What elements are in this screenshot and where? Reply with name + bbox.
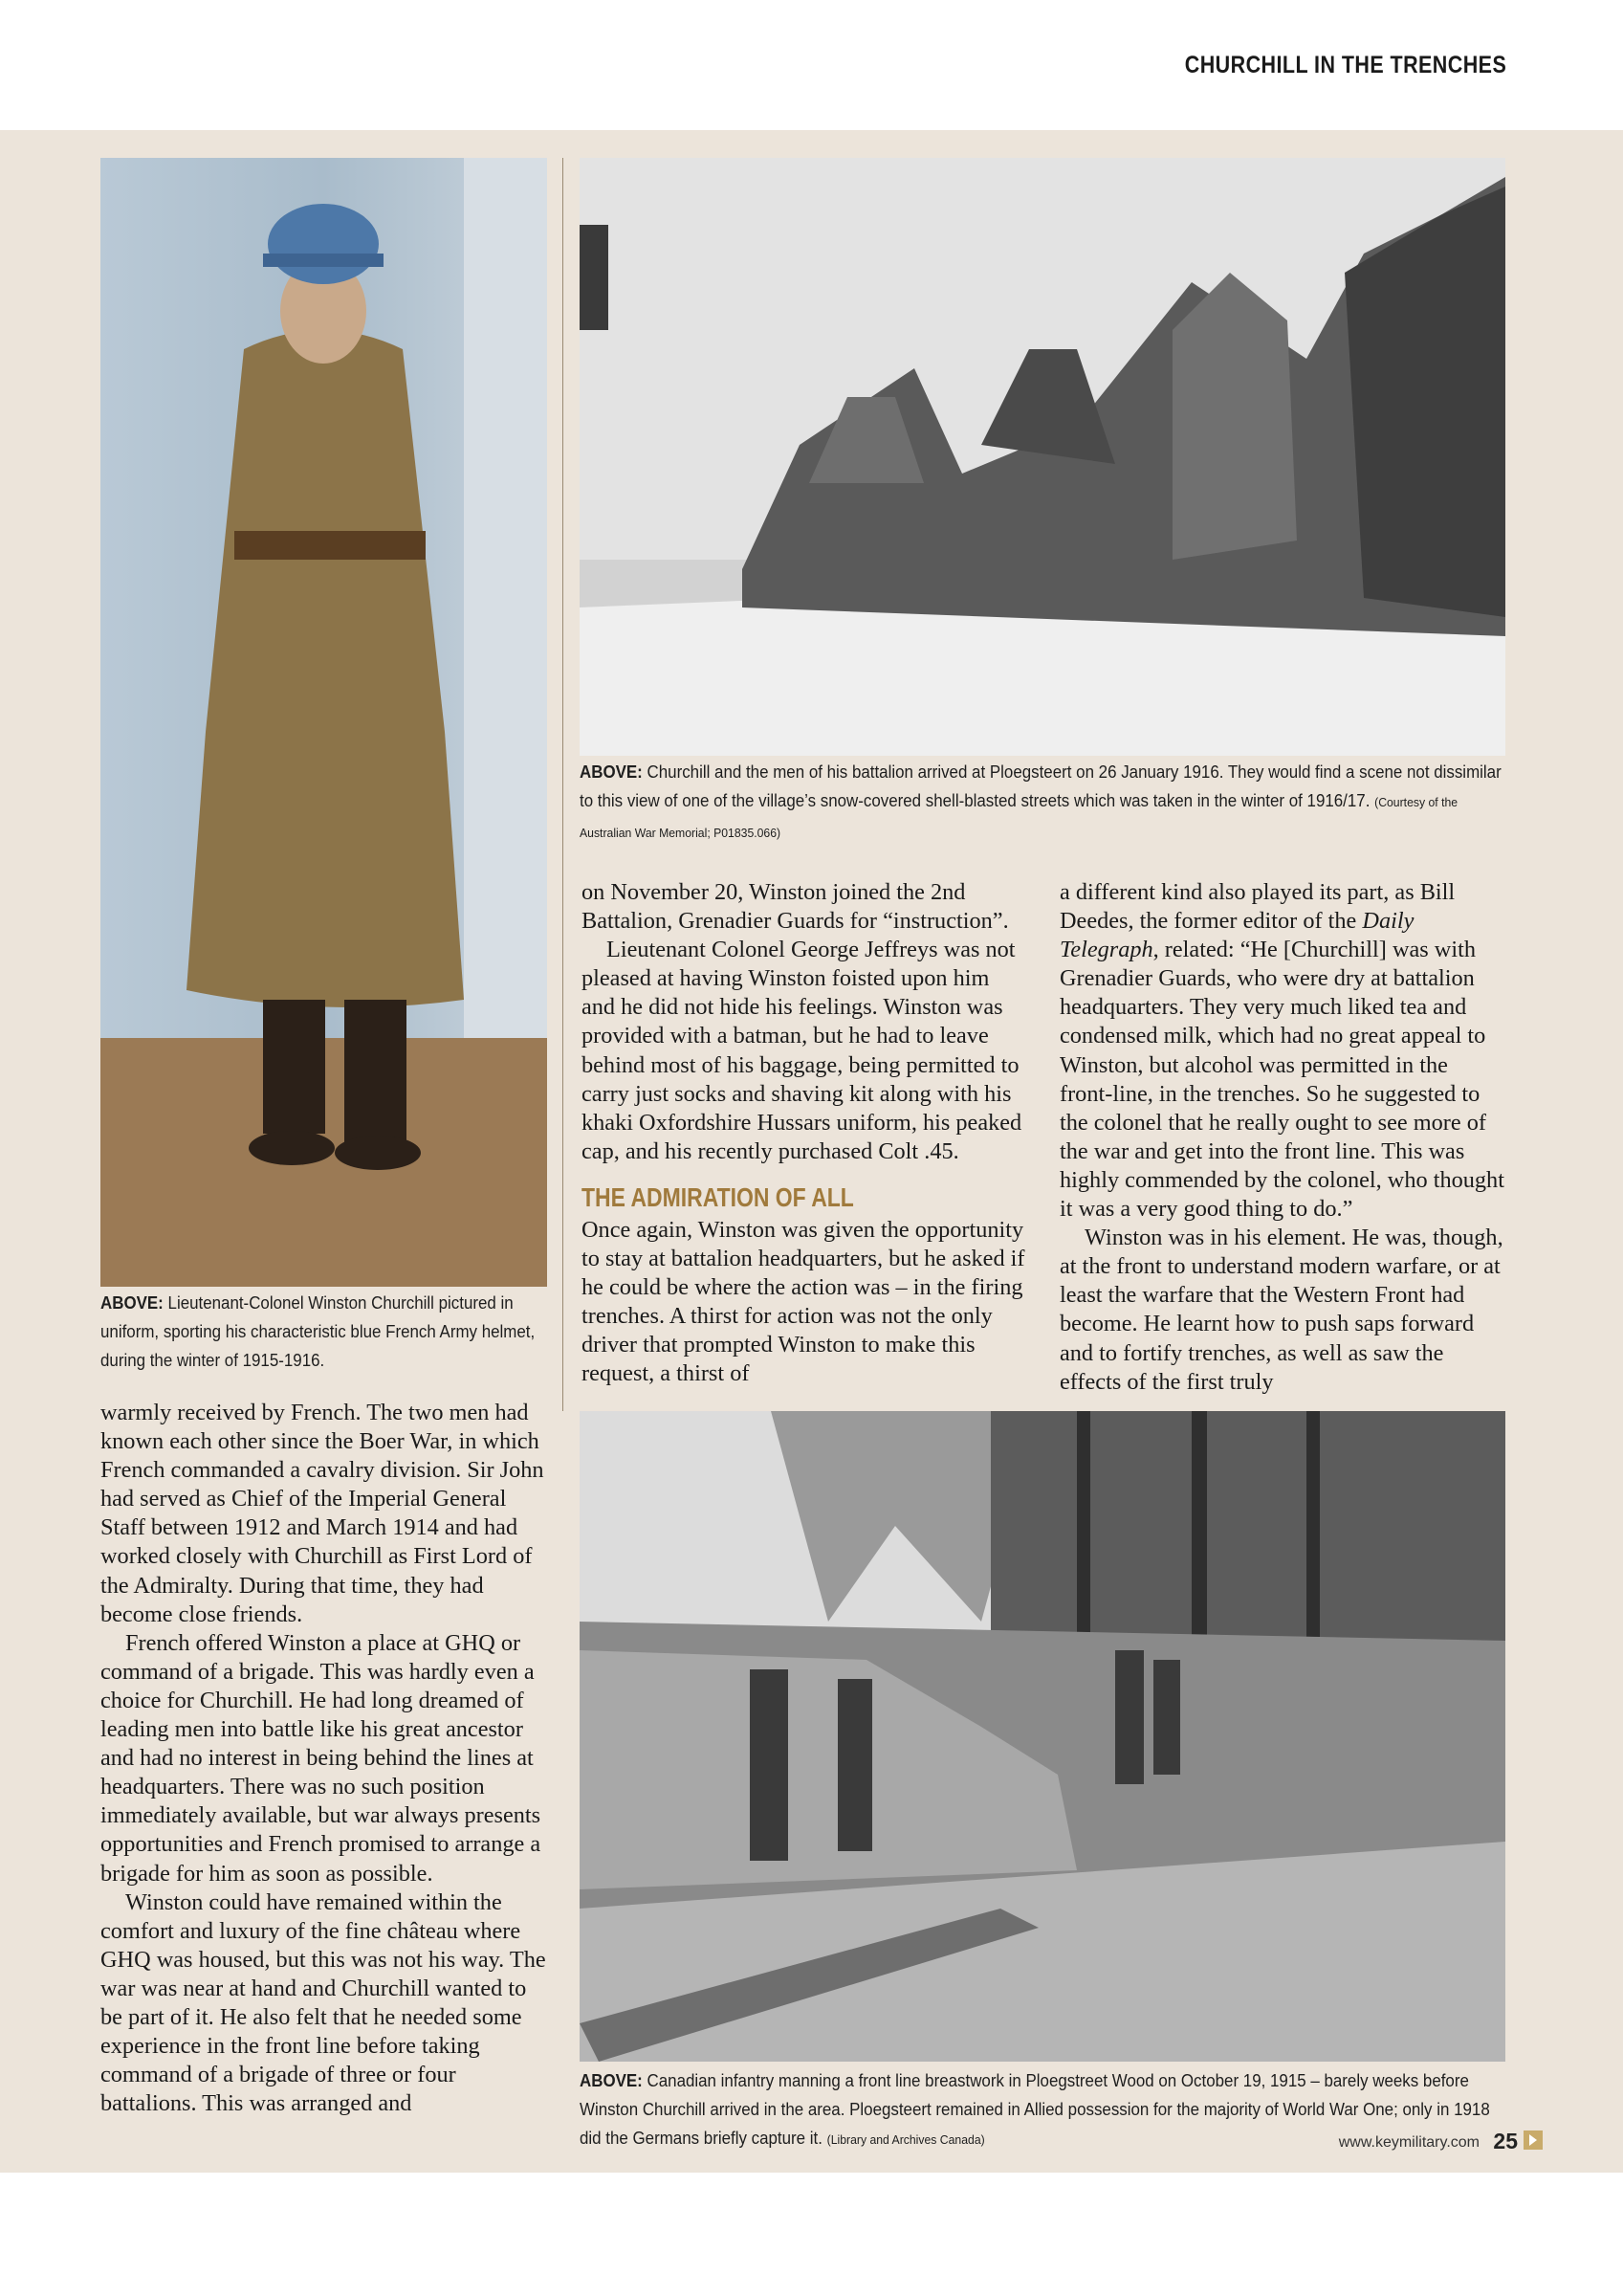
portrait-caption: ABOVE: Lieutenant-Colonel Winston Churchill pictured in uniform, sporting his characteristic blue French Army helmet, during the winter of 1915-1916. xyxy=(100,1293,536,1370)
top-photo-caption: ABOVE: Churchill and the men of his battalion arrived at Ploegsteert on 26 January 1916. They would find a scene not dissimilar to this view of one of the village’s snow-covered shell-blasted streets which was taken in the winter of 1916/17. (Courtesy of the Australian War Memorial; P01835.066) xyxy=(580,762,1502,840)
body-paragraph: Once again, Winston was given the opportunity to stay at battalion headquarters, but he asked if he could be where the action was – in the firing trenches. A thirst for action was not the only driver that prompted Winston to make this request, a thirst of xyxy=(581,1216,1025,1387)
body-column-left xyxy=(100,1399,548,2118)
trench-breastwork-photo xyxy=(580,1411,1505,2062)
ploegsteert-street-photo xyxy=(580,158,1505,756)
publication-name: Daily Telegraph xyxy=(1060,908,1415,963)
body-paragraph: French offered Winston a place at GHQ or command of a brigade. This was hardly even a choice for Churchill. He had long dreamed of leading men into battle like his great ancestor and had no interest in being behind the lines at headquarters. There was no such position immediately available, but war always presents opportunities and French promised to arrange a brigade for him as soon as possible. xyxy=(100,1629,541,1887)
next-page-arrow-icon xyxy=(1524,2130,1543,2150)
body-paragraph: Winston was in his element. He was, though, at the front to understand modern warfare, or at least the warfare that the Western Front had become. He learnt how to push saps forward and to fortify trenches, as well as saw the effects of the first truly xyxy=(1060,1225,1503,1395)
page-header-title: CHURCHILL IN THE TRENCHES xyxy=(1184,52,1506,78)
body-column-middle xyxy=(581,878,1027,1389)
website-url: www.keymilitary.com xyxy=(1338,2134,1480,2151)
column-divider xyxy=(562,158,563,1411)
section-subhead: THE ADMIRATION OF ALL xyxy=(581,1181,854,1212)
body-paragraph: warmly received by French. The two men had known each other since the Boer War, in which French commanded a cavalry division. Sir John had served as Chief of the Imperial General Staff between 1912 and March 1914 and had worked closely with Churchill as First Lord of the Admiralty. During that time, they had become close friends. xyxy=(100,1400,544,1627)
body-paragraph: on November 20, Winston joined the 2nd Battalion, Grenadier Guards for “instruction”. xyxy=(581,879,1009,935)
body-column-right xyxy=(1060,878,1505,1397)
churchill-portrait-photo xyxy=(100,158,547,1287)
bottom-photo-caption: ABOVE: Canadian infantry manning a front line breastwork in Ploegstreet Wood on October 19, 1915 – barely weeks before Winston Churchill arrived in the area. Ploegsteert remained in Allied possession for the majority of World War One; only in 1918 did the Germans briefly capture it. (Library and Archives Canada) xyxy=(580,2071,1490,2148)
body-paragraph: Winston could have remained within the comfort and luxury of the fine château where GHQ was housed, but this was not his way. The war was near at hand and Churchill wanted to be part of it. He also felt that he needed some experience in the front line before taking command of a brigade of three or four battalions. This was arranged and xyxy=(100,1888,546,2117)
page-number: 25 xyxy=(1493,2129,1518,2153)
body-paragraph: a different kind also played its part, as Bill Deedes, the former editor of the Daily Telegraph, related: “He [Churchill] was with Grenadier Guards, who were dry at battalion headquarters. They very much liked tea and condensed milk, which had no great appeal to Winston, but alcohol was permitted in the front-line, in the trenches. So he suggested to the colonel that he really ought to see more of the war and get into the front line. This was highly commended by the colonel, who thought it was a very good thing to do.” xyxy=(1060,879,1504,1223)
body-paragraph: Lieutenant Colonel George Jeffreys was not pleased at having Winston foisted upon him and he did not hide his feelings. Winston was provided with a batman, but he had to leave behind most of his baggage, being permitted to carry just socks and shaving kit along with his khaki Oxfordshire Hussars uniform, his peaked cap, and his recently purchased Colt .45. xyxy=(581,937,1022,1164)
